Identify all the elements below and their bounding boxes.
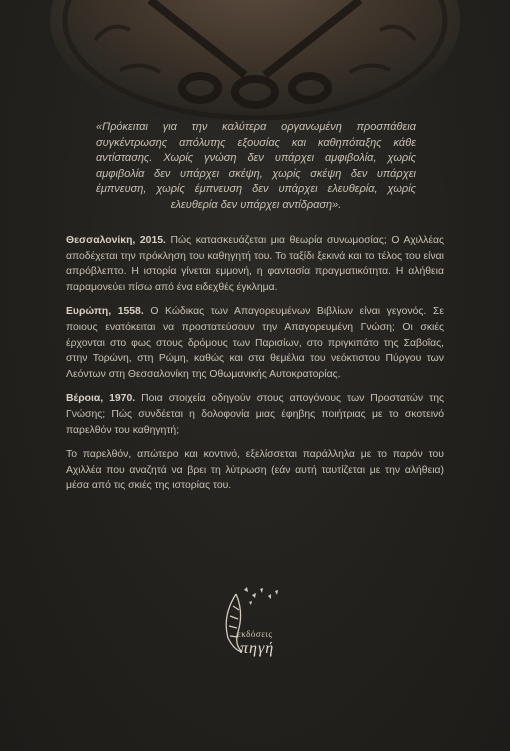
paragraph-lead: Βέροια, 1970. bbox=[66, 393, 136, 405]
blurb bbox=[66, 233, 444, 503]
blurb-paragraph-veroia bbox=[66, 391, 444, 438]
epigraph-quote: «Πρόκειται για την καλύτερα οργανωμένη προσπάθεια συγκέντρωσης απόλυτης εξουσίας και καθηπόταξης κάθε αντίστασης. Χωρίς γνώση δεν υπάρχει αμφιβολία, χωρίς αμφιβολία δεν υπάρχει σκέψη, χωρίς σκέψη δεν υπάρχει έμπνευση, χωρίς έμπνευση δεν υπάρχει ελευθερία, χωρίς ελευθερία δεν υπάρχει αντίδραση». bbox=[96, 121, 416, 211]
paragraph-text: Ποια στοιχεία οδηγούν στους απογόνους των Προστατών της Γνώσης; Πώς συνδέεται η δολοφονία μιας έφηβης ποιήτριας με το σκοτεινό παρελθόν του καθηγητή; bbox=[66, 393, 444, 436]
paragraph-text: Το παρελθόν, απώτερο και κοντινό, εξελίσσεται παράλληλα με το παρόν του Αχιλλέα που αναζητά να βρει τη λύτρωση (εάν αυτή ταυτίζεται με την αλήθεια) μέσα από τις σκιές της ιστορίας του. bbox=[66, 449, 444, 492]
blurb-paragraph-closing bbox=[66, 447, 444, 494]
blurb-paragraph-thessaloniki bbox=[66, 233, 444, 295]
wax-seal-image bbox=[0, 0, 510, 120]
paragraph-lead: Ευρώπη, 1558. bbox=[66, 306, 144, 318]
paragraph-text: Πώς κατασκευάζεται μια θεωρία συνωμοσίας; Ο Αχιλλέας αποδέχεται την πρόκληση του καθηγητή του. Το ταξίδι ξεκινά και το τέλος του είναι απρόβλεπτο. Η ιστορία γίνεται εμμονή, η φαντασία πραγματικότητα. Η αλήθεια παραμονεύει πίσω από ένα ειδεχθές έγκλημα. bbox=[66, 235, 444, 293]
paragraph-lead: Θεσσαλονίκη, 2015. bbox=[66, 235, 166, 246]
publisher-name: πηγή bbox=[240, 640, 275, 657]
publisher-label: εκδόσεις bbox=[237, 629, 273, 639]
paragraph-text: Ο Κώδικας των Απαγορευμένων Βιβλίων είναι γεγονός. Σε ποιους ενατόκειται να προστατεύσουν την Απαγορευμένη Γνώση; Οι σκιές έρχονται στο φως στους δρόμους των Παρισίων, στο πριγκιπάτο της Σαβοΐας, στην Τορώνη, στη Ρώμη, καθώς και στα θεμέλια του νεόκτιστου Πύργου των Λεόντων στη Θεσσαλονίκη της Οθωμανικής Αυτοκρατορίας. bbox=[66, 306, 444, 380]
blurb-paragraph-europe bbox=[66, 304, 444, 382]
